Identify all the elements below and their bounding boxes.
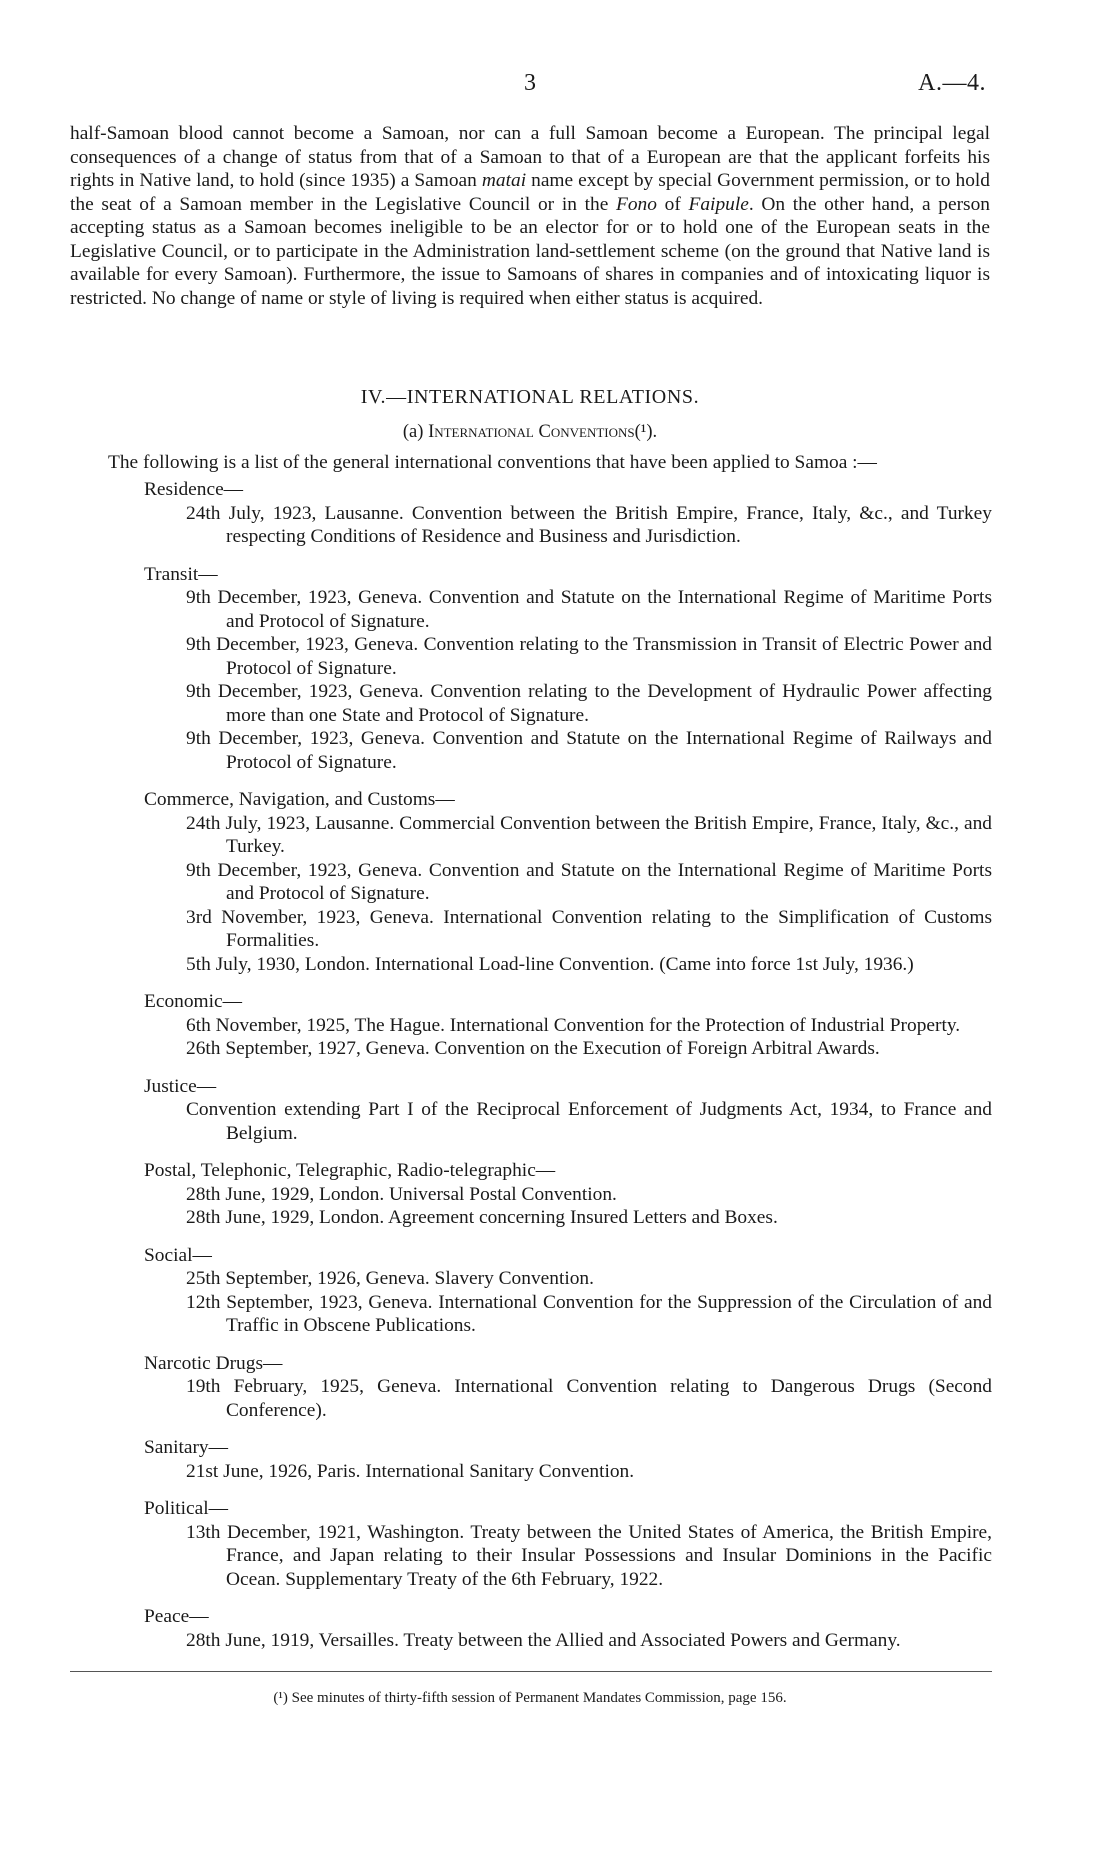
convention-entry: 9th December, 1923, Geneva. Convention and Statute on the International Regime of Maritime Ports and Protocol of Signature. [186, 859, 992, 904]
convention-entry: Convention extending Part I of the Reciprocal Enforcement of Judgments Act, 1934, to France and Belgium. [186, 1099, 992, 1144]
intro-text: of [656, 193, 689, 215]
convention-category [144, 1244, 992, 1338]
footnote-reference: (¹). [634, 422, 658, 442]
convention-category [144, 1436, 992, 1483]
convention-category [144, 990, 992, 1061]
convention-entry: 12th September, 1923, Geneva. International Convention for the Suppression of the Circulation of and Traffic in Obscene Publications. [186, 1291, 992, 1336]
convention-entry: 9th December, 1923, Geneva. Convention and Statute on the International Regime of Railways and Protocol of Signature. [186, 728, 992, 773]
intro-italic-term: matai [481, 170, 527, 191]
convention-category [144, 788, 992, 976]
convention-entry: 13th December, 1921, Washington. Treaty between the United States of America, the British Empire, France, and Japan relating to their Insular Possessions and Insular Dominions in the Pacific Ocean. Supplementary Treaty of the 6th February, 1922. [186, 1521, 992, 1590]
convention-category [144, 1605, 992, 1652]
category-title: Postal, Telephonic, Telegraphic, Radio-telegraphic— [144, 1160, 556, 1181]
category-title: Narcotic Drugs— [144, 1352, 283, 1374]
convention-entry: 28th June, 1919, Versailles. Treaty between the Allied and Associated Powers and Germany. [186, 1629, 901, 1651]
category-title: Residence— [144, 479, 244, 500]
convention-entry: 9th December, 1923, Geneva. Convention relating to the Transmission in Transit of Electric Power and Protocol of Signature. [186, 634, 992, 679]
convention-entry: 24th July, 1923, Lausanne. Commercial Convention between the British Empire, France, Italy, &c., and Turkey. [186, 812, 992, 857]
intro-text: . On the other hand, a person accepting status as a Samoan becomes ineligible to be an elector for or to hold one of the European seats in the Legislative Council, or to participate in the Administration land-settlement scheme (on the ground that Native land is available for every Samoan). Furthermore, the issue to Samoans of shares in companies and of intoxicating liquor is restricted. No change of name or style of living is required when either status is acquired. [70, 193, 990, 309]
intro-text: name except by special Government permission, or to hold the seat of a Samoan member in the Legislative Council or in the [70, 170, 990, 215]
category-title: Sanitary— [144, 1437, 229, 1458]
convention-category [144, 478, 992, 549]
convention-entry: 9th December, 1923, Geneva. Convention and Statute on the International Regime of Maritime Ports and Protocol of Signature. [186, 587, 992, 632]
category-title: Economic— [144, 991, 243, 1012]
page-number: 3 [524, 70, 536, 96]
subsection-heading [0, 422, 1060, 443]
subsection-title: International Conventions [428, 422, 635, 442]
intro-text: half-Samoan blood cannot become a Samoan, nor can a full Samoan become a European. The principal legal consequences of a change of status from that of a Samoan to that of a European are that the applicant forfeits his rights in Native land, to hold (since 1935) a Samoan [70, 123, 990, 191]
category-title: Commerce, Navigation, and Customs— [144, 789, 455, 810]
convention-category [144, 1497, 992, 1591]
lead-sentence: The following is a list of the general international conventions that have been applied to Samoa :— [108, 452, 877, 473]
category-title: Transit— [144, 563, 218, 585]
convention-entry: 26th September, 1927, Geneva. Convention on the Execution of Foreign Arbitral Awards. [186, 1038, 880, 1059]
convention-category [144, 1159, 992, 1230]
intro-italic-term: Faipule [688, 193, 749, 215]
convention-entry: 28th June, 1929, London. Universal Postal Convention. [186, 1183, 617, 1205]
convention-entry: 28th June, 1929, London. Agreement concerning Insured Letters and Boxes. [186, 1207, 778, 1228]
convention-entry: 25th September, 1926, Geneva. Slavery Convention. [186, 1268, 594, 1289]
convention-entry: 24th July, 1923, Lausanne. Convention between the British Empire, France, Italy, &c., and Turkey respecting Conditions of Residence and Business and Jurisdiction. [186, 502, 992, 547]
page-reference: A.—4. [918, 70, 986, 96]
footnote: (¹) See minutes of thirty-fifth session of Permanent Mandates Commission, page 156. [273, 1690, 787, 1706]
convention-category [144, 563, 992, 775]
convention-entry: 19th February, 1925, Geneva. International Convention relating to Dangerous Drugs (Second Conference). [186, 1376, 992, 1421]
convention-category [144, 1352, 992, 1423]
convention-entry: 5th July, 1930, London. International Load-line Convention. (Came into force 1st July, 1936.) [186, 953, 914, 975]
convention-list [144, 478, 992, 1666]
footnote-divider [70, 1671, 992, 1672]
category-title: Peace— [144, 1606, 209, 1627]
category-title: Social— [144, 1244, 212, 1266]
category-title: Political— [144, 1498, 229, 1519]
intro-italic-term: Fono [616, 193, 657, 215]
convention-category [144, 1075, 992, 1146]
convention-entry: 9th December, 1923, Geneva. Convention relating to the Development of Hydraulic Power affecting more than one State and Protocol of Signature. [186, 681, 992, 726]
convention-entry: 6th November, 1925, The Hague. International Convention for the Protection of Industrial Property. [186, 1014, 961, 1036]
category-title: Justice— [144, 1075, 217, 1097]
subsection-prefix: (a) [402, 422, 424, 442]
section-heading: IV.—INTERNATIONAL RELATIONS. [360, 386, 700, 408]
convention-entry: 21st June, 1926, Paris. International Sanitary Convention. [186, 1460, 635, 1482]
intro-paragraph [70, 122, 990, 310]
convention-entry: 3rd November, 1923, Geneva. International Convention relating to the Simplification of Customs Formalities. [186, 906, 992, 951]
